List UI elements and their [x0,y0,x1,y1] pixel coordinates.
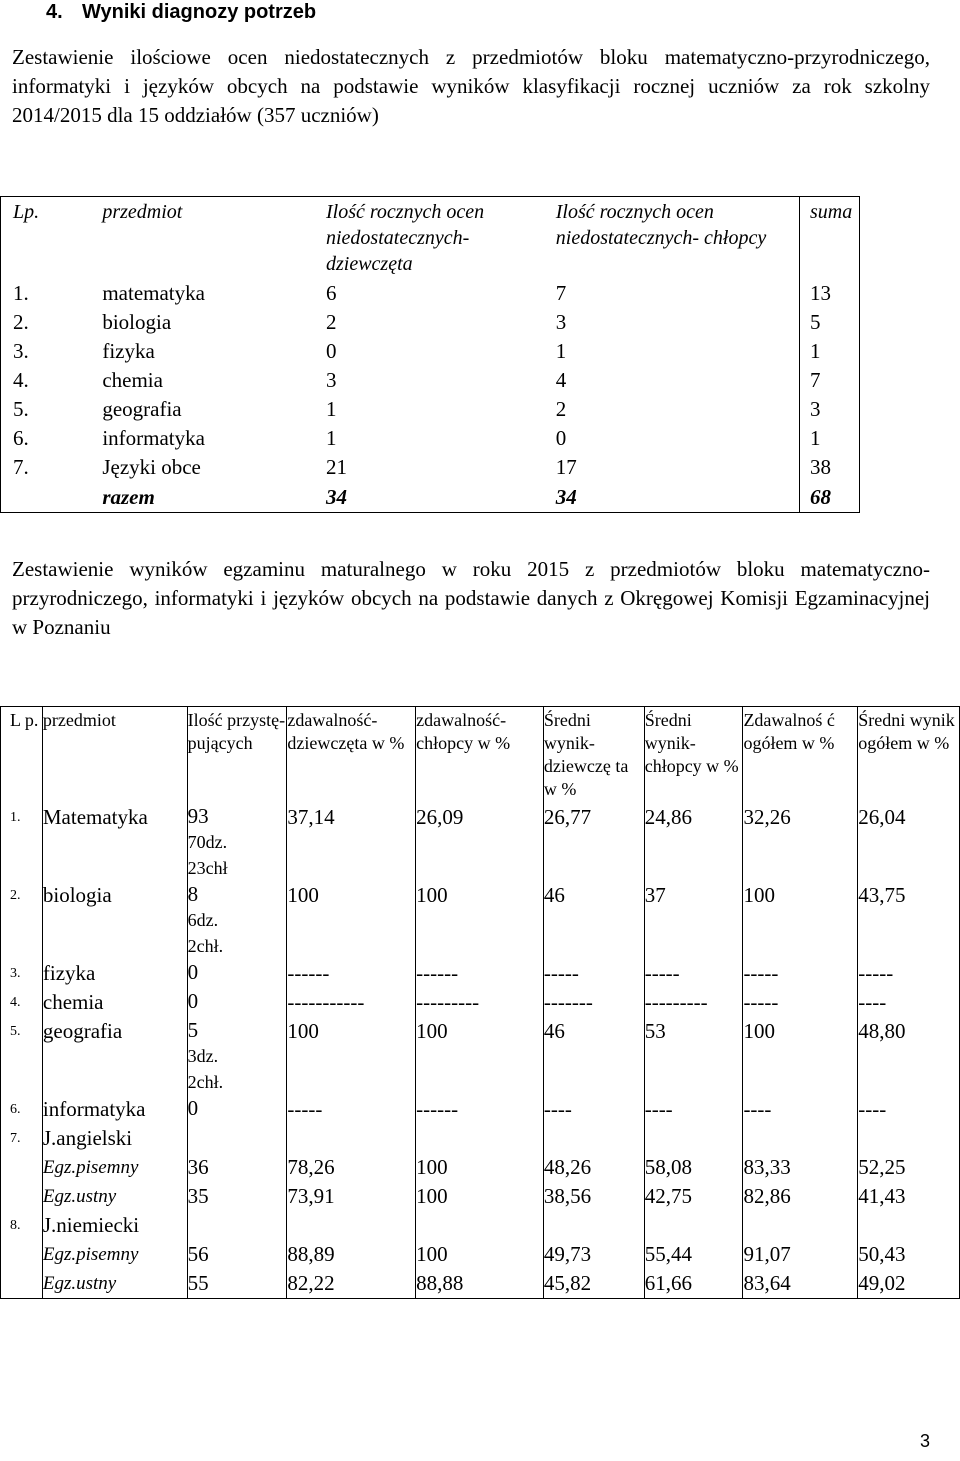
header-cell: Ilość rocznych ocen niedostatecznych- dziewczęta [326,201,485,275]
result-value: 38,56 [543,1182,644,1211]
table-row [1,366,860,395]
empty-cell [543,1211,644,1240]
empty-cell [743,1211,858,1240]
boys-count: 17 [555,455,577,479]
table-row [1,308,860,337]
girls-count: 1 [326,397,337,421]
row-number: 6. [10,1102,21,1117]
result-value: 26,09 [416,803,544,881]
table-header-row [1,197,860,280]
girls-count: 2 [326,310,337,334]
boys-count: 2 [555,397,567,421]
participants-count [187,1095,287,1124]
sum: 1 [800,337,860,366]
result-value: ---- [743,1095,858,1124]
result-value: 73,91 [287,1182,416,1211]
table-row [1,803,960,881]
row-number: 7. [10,1131,21,1146]
empty-cell [287,1211,416,1240]
row-number: 6. [13,426,29,450]
subject: biologia [102,310,172,334]
result-value: 100 [416,1153,544,1182]
count-line: 6dz. [187,910,219,930]
count-line: 70dz. [187,832,228,852]
result-value: 26,04 [858,803,960,881]
exam-row [1,1153,960,1182]
subject: chemia [102,368,163,392]
sum: 7 [800,366,860,395]
empty-cell [287,1124,416,1153]
result-value: ----- [743,988,858,1017]
intro-paragraph-1: Zestawienie ilościowe ocen niedostatecznych z przedmiotów bloku matematyczno-przyrodniczego, informatyki i języków obcych na podstawie wyników klasyfikacji rocznej uczniów za rok szkolny 2014/2015 dla 15 oddziałów (357 uczniów) [12,45,930,127]
table-header-row [1,707,960,804]
row-number: 1. [13,281,29,305]
participants-count [187,1017,287,1095]
result-value: ------ [416,1095,544,1124]
row-number: 1. [10,810,21,825]
participants-count [187,881,287,959]
row-number: 3. [13,339,29,363]
matura-results-table [0,706,960,1299]
result-value: 100 [743,881,858,959]
header-cell: L p. [10,710,39,730]
row-number-blank [1,1153,43,1182]
result-value: ----------- [287,988,416,1017]
table-row [1,881,960,959]
result-value: 88,88 [416,1269,544,1299]
header-cell: zdawalność- dziewczęta w % [287,707,416,804]
table-row [1,279,860,308]
result-value: 100 [416,1240,544,1269]
intro-paragraph-2: Zestawienie wyników egzaminu maturalnego w roku 2015 z przedmiotów bloku matematyczno-przyrodniczego, informatyki i języków obcych na podstawie danych z Okręgowej Komisji Egzaminacyjnej w Poznaniu [12,557,930,639]
section-number: 4. [46,1,63,23]
table-row [1,1017,960,1095]
result-value: 46 [543,881,644,959]
row-number-blank [1,1240,43,1269]
page-number: 3 [920,1431,931,1451]
subject: geografia [42,1017,187,1095]
result-value: 83,64 [743,1269,858,1299]
sum: 13 [800,279,860,308]
total-blank [1,482,103,513]
table-row [1,959,960,988]
result-value: 49,02 [858,1269,960,1299]
sum: 3 [800,395,860,424]
result-value: 43,75 [858,881,960,959]
row-number: 7. [13,455,29,479]
exam-row [1,1182,960,1211]
empty-cell [644,1211,743,1240]
result-value: ----- [743,959,858,988]
header-cell: suma [800,197,860,280]
boys-count: 4 [555,368,567,392]
row-number: 2. [13,310,29,334]
subject: fizyka [102,339,155,363]
result-value: 100 [416,1182,544,1211]
subject: informatyka [102,426,205,450]
row-number-blank [1,1269,43,1299]
subject: geografia [102,397,182,421]
total-boys: 34 [555,485,577,509]
count-line: 2chł. [187,1072,224,1092]
count-line: 8 [187,882,199,906]
header-cell: Ilość rocznych ocen niedostatecznych- chłopcy [555,201,767,249]
result-value: 88,89 [287,1240,416,1269]
result-value: ----- [858,959,960,988]
sum: 5 [800,308,860,337]
count-line: 0 [187,1096,199,1120]
result-value: 26,77 [543,803,644,881]
count-line: 0 [187,989,199,1013]
result-value: 58,08 [644,1153,743,1182]
header-cell: Średni wynik- dziewczę ta w % [543,707,644,804]
header-cell: Zdawalnoś ć ogółem w % [743,707,858,804]
exam-row [1,1240,960,1269]
row-number: 8. [10,1218,21,1233]
result-value: 24,86 [644,803,743,881]
total-label: razem [102,485,155,509]
table-row [1,337,860,366]
count-line: 23chł [187,858,228,878]
result-value: ---- [858,1095,960,1124]
boys-count: 1 [555,339,567,363]
row-number: 4. [13,368,29,392]
participants-count [187,988,287,1017]
boys-count: 3 [555,310,567,334]
exam-type: Egz.ustny [42,1182,187,1211]
result-value: --------- [644,988,743,1017]
empty-cell [543,1124,644,1153]
empty-cell [743,1124,858,1153]
exam-type: Egz.pisemny [42,1153,187,1182]
header-cell: przedmiot [102,201,183,223]
participants-count: 35 [187,1182,287,1211]
row-number: 2. [10,888,21,903]
language-name: J.niemiecki [42,1211,187,1240]
row-number: 5. [10,1024,21,1039]
row-number: 3. [10,966,21,981]
result-value: 100 [287,1017,416,1095]
table-row [1,395,860,424]
result-value: ------ [287,959,416,988]
total-girls: 34 [326,485,347,509]
participants-count [187,803,287,881]
section-heading [46,0,316,24]
subject: chemia [42,988,187,1017]
result-value: ----- [644,959,743,988]
row-number-blank [1,1182,43,1211]
subject: fizyka [42,959,187,988]
header-cell: przedmiot [42,707,187,804]
subject: informatyka [42,1095,187,1124]
result-value: 37 [644,881,743,959]
language-row [1,1211,960,1240]
header-cell: Średni wynik ogółem w % [858,707,960,804]
participants-count [187,959,287,988]
total-sum: 68 [800,482,860,513]
result-value: 83,33 [743,1153,858,1182]
language-name: J.angielski [42,1124,187,1153]
subject: matematyka [102,281,205,305]
empty-cell [187,1211,287,1240]
row-number: 4. [10,995,21,1010]
sum: 1 [800,424,860,453]
count-line: 93 [187,804,209,828]
table-row [1,424,860,453]
girls-count: 6 [326,281,337,305]
result-value: 78,26 [287,1153,416,1182]
result-value: 91,07 [743,1240,858,1269]
total-row [1,482,860,513]
language-row [1,1124,960,1153]
girls-count: 1 [326,426,337,450]
result-value: 41,43 [858,1182,960,1211]
result-value: 61,66 [644,1269,743,1299]
count-line: 5 [187,1018,199,1042]
girls-count: 3 [326,368,337,392]
section-title: Wyniki diagnozy potrzeb [82,1,317,23]
empty-cell [416,1124,544,1153]
result-value: ---- [543,1095,644,1124]
result-value: 37,14 [287,803,416,881]
result-value: 82,86 [743,1182,858,1211]
result-value: ------ [416,959,544,988]
result-value: 100 [743,1017,858,1095]
boys-count: 7 [555,281,567,305]
result-value: 82,22 [287,1269,416,1299]
result-value: ------- [543,988,644,1017]
girls-count: 21 [326,455,347,479]
participants-count: 55 [187,1269,287,1299]
participants-count: 56 [187,1240,287,1269]
result-value: 42,75 [644,1182,743,1211]
result-value: 48,80 [858,1017,960,1095]
result-value: ---- [644,1095,743,1124]
empty-cell [187,1124,287,1153]
exam-type: Egz.ustny [42,1269,187,1299]
empty-cell [858,1211,960,1240]
result-value: 32,26 [743,803,858,881]
empty-cell [858,1124,960,1153]
exam-type: Egz.pisemny [42,1240,187,1269]
result-value: 55,44 [644,1240,743,1269]
girls-count: 0 [326,339,337,363]
result-value: ----- [543,959,644,988]
result-value: 53 [644,1017,743,1095]
empty-cell [416,1211,544,1240]
subject: biologia [42,881,187,959]
header-cell: Średni wynik- chłopcy w % [644,707,743,804]
header-cell: Lp. [13,201,40,223]
result-value: 46 [543,1017,644,1095]
table-row [1,1095,960,1124]
count-line: 3dz. [187,1046,219,1066]
result-value: 49,73 [543,1240,644,1269]
header-cell: Ilość przystę-pujących [187,707,287,804]
sum: 38 [800,453,860,482]
result-value: 100 [416,1017,544,1095]
table-row [1,988,960,1017]
row-number: 5. [13,397,29,421]
table-row [1,453,860,482]
result-value: --------- [416,988,544,1017]
subject: Języki obce [102,455,201,479]
result-value: 48,26 [543,1153,644,1182]
boys-count: 0 [555,426,567,450]
result-value: ----- [287,1095,416,1124]
result-value: 100 [416,881,544,959]
result-value: ---- [858,988,960,1017]
result-value: 50,43 [858,1240,960,1269]
header-cell: zdawalność- chłopcy w % [416,707,544,804]
fail-grades-table [0,196,860,513]
result-value: 52,25 [858,1153,960,1182]
count-line: 0 [187,960,199,984]
result-value: 100 [287,881,416,959]
exam-row [1,1269,960,1299]
participants-count: 36 [187,1153,287,1182]
result-value: 45,82 [543,1269,644,1299]
subject: Matematyka [42,803,187,881]
empty-cell [644,1124,743,1153]
count-line: 2chł. [187,936,224,956]
